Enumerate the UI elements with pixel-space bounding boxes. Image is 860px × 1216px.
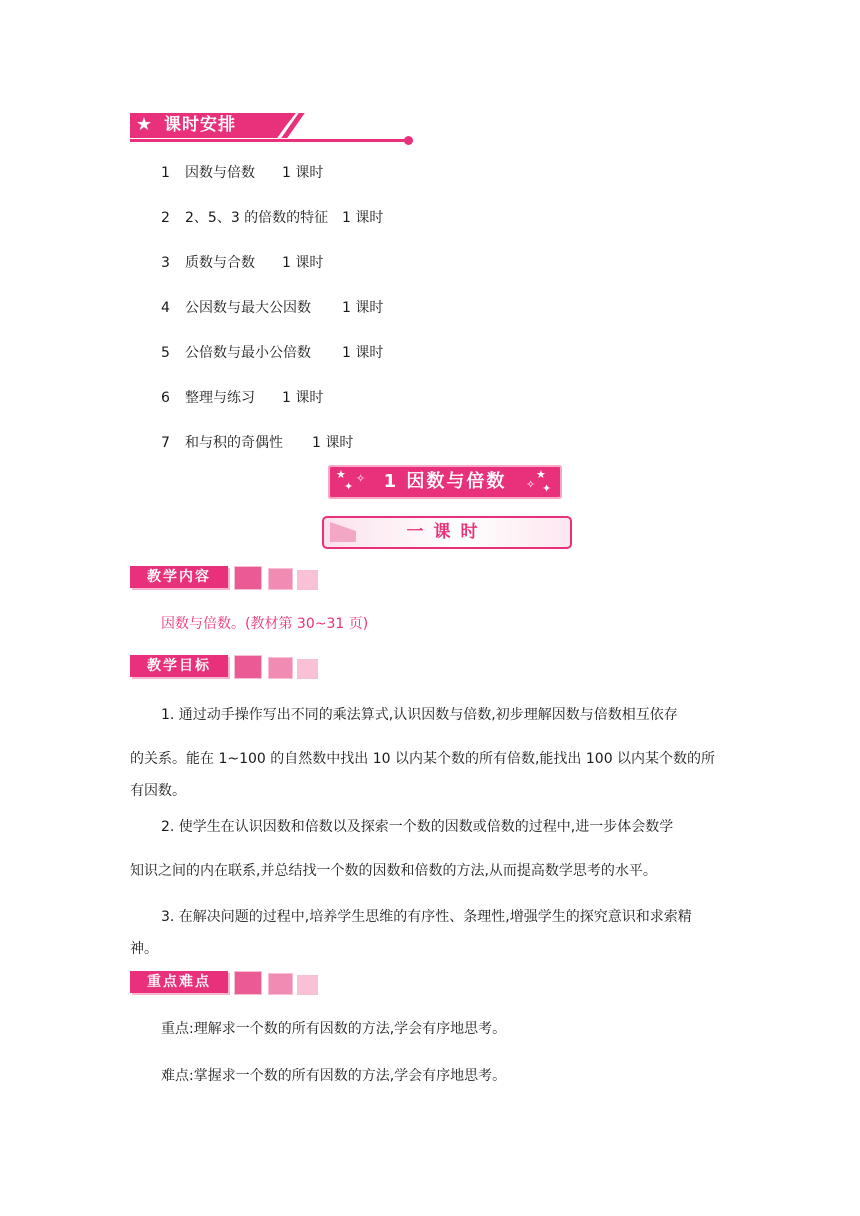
item-name: 公因数与最大公因数 — [185, 300, 311, 316]
lesson-banner — [328, 465, 562, 499]
item-number: 2 — [161, 210, 170, 226]
item-hours: 1 课时 — [282, 165, 324, 181]
goal-1-line-3: 有因数。 — [130, 783, 186, 799]
item-hours: 1 课时 — [282, 255, 324, 271]
star-icon: ★ — [135, 114, 153, 135]
star-icon: ✦ — [542, 482, 552, 495]
schedule-banner — [130, 113, 420, 143]
banner-dot — [404, 136, 413, 145]
item-hours: 1 课时 — [342, 345, 384, 361]
decor-square — [297, 659, 318, 679]
item-name: 公倍数与最小公倍数 — [185, 345, 311, 361]
item-number: 1 — [161, 165, 170, 181]
item-number: 4 — [161, 300, 170, 316]
section-label: 重点难点 — [130, 971, 228, 993]
key-point-text: 重点:理解求一个数的所有因数的方法,学会有序地思考。 — [161, 1021, 507, 1037]
item-name: 质数与合数 — [185, 255, 255, 271]
item-number: 3 — [161, 255, 170, 271]
goal-2-line-1: 2. 使学生在认识因数和倍数以及探索一个数的因数或倍数的过程中,进一步体会数学 — [161, 819, 674, 835]
star-icon: ✧ — [526, 478, 536, 491]
decor-square — [268, 568, 293, 590]
item-name: 因数与倍数 — [185, 165, 255, 181]
decor-square — [234, 655, 262, 679]
decor-square — [234, 971, 262, 995]
star-icon: ✧ — [356, 472, 366, 485]
star-icon: ★ — [336, 468, 346, 481]
item-name: 和与积的奇偶性 — [185, 435, 283, 451]
goal-2-line-2: 知识之间的内在联系,并总结找一个数的因数和倍数的方法,从而提高数学思考的水平。 — [130, 863, 657, 879]
decor-square — [297, 570, 318, 590]
item-hours: 1 课时 — [342, 210, 384, 226]
schedule-title: 课时安排 — [164, 115, 236, 135]
decor-square — [268, 657, 293, 679]
goal-3-line-1: 3. 在解决问题的过程中,培养学生思维的有序性、条理性,增强学生的探究意识和求索精 — [161, 909, 692, 925]
item-number: 5 — [161, 345, 170, 361]
item-hours: 1 课时 — [282, 390, 324, 406]
lesson-title: 1 因数与倍数 — [383, 471, 507, 492]
star-icon: ★ — [536, 468, 546, 481]
item-hours: 1 课时 — [312, 435, 354, 451]
item-hours: 1 课时 — [342, 300, 384, 316]
goal-3-line-2: 神。 — [130, 941, 158, 957]
period-label: 一课时 — [406, 522, 488, 542]
decor-square — [268, 973, 293, 995]
section-label: 教学内容 — [130, 566, 228, 588]
decor-square — [234, 566, 262, 590]
goal-1-line-2: 的关系。能在 1~100 的自然数中找出 10 以内某个数的所有倍数,能找出 100 以内某个数的所 — [130, 751, 716, 767]
difficult-point-text: 难点:掌握求一个数的所有因数的方法,学会有序地思考。 — [161, 1068, 507, 1084]
period-box — [322, 516, 572, 549]
section-label: 教学目标 — [130, 655, 228, 677]
item-number: 6 — [161, 390, 170, 406]
star-icon: ✦ — [344, 480, 354, 493]
decor-square — [297, 975, 318, 995]
banner-underline — [130, 139, 408, 142]
item-number: 7 — [161, 435, 170, 451]
content-text: 因数与倍数。(教材第 30~31 页) — [161, 616, 369, 632]
item-name: 整理与练习 — [185, 390, 255, 406]
goal-1-line-1: 1. 通过动手操作写出不同的乘法算式,认识因数与倍数,初步理解因数与倍数相互依存 — [161, 707, 678, 723]
item-name: 2、5、3 的倍数的特征 — [185, 210, 329, 226]
